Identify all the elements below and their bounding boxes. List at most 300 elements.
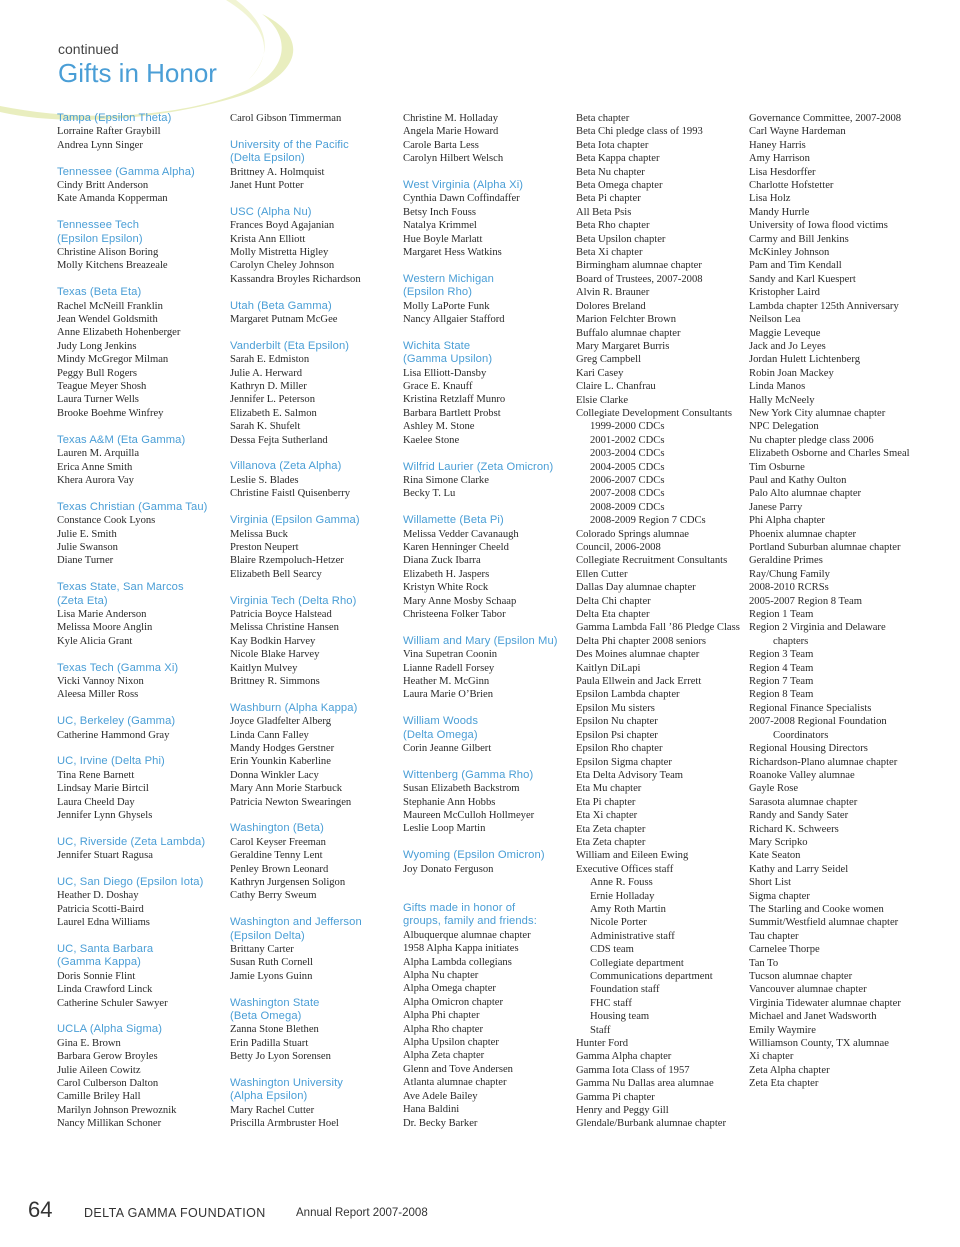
honoree-entry: Ave Adele Bailey [403, 1090, 478, 1102]
honoree-entry: Jennifer Stuart Ragusa [57, 850, 153, 862]
honoree-entry: Cathy Berry Sweum [230, 890, 317, 902]
honoree-entry: Molly Mistretta Higley [230, 247, 329, 259]
honoree-entry: Nancy Allgaier Stafford [403, 314, 505, 326]
honoree-entry: Hue Boyle Marlatt [403, 233, 483, 245]
honoree-entry: Mary Margaret Burris [576, 340, 670, 352]
honoree-entry: Epsilon Lambda chapter [576, 689, 680, 701]
honoree-entry: 2008-2009 Region 7 CDCs [590, 515, 706, 527]
honoree-entry: Dr. Becky Barker [403, 1117, 478, 1129]
honoree-entry: Laurel Edna Williams [57, 917, 150, 929]
honoree-entry: chapters [773, 635, 809, 647]
honoree-entry: Region 4 Team [749, 662, 814, 674]
honoree-entry: Epsilon Sigma chapter [576, 756, 672, 768]
section-heading: William and Mary (Epsilon Mu) [403, 634, 558, 647]
honoree-entry: Stephanie Ann Hobbs [403, 796, 496, 808]
honoree-entry: Janet Hunt Potter [230, 180, 304, 192]
honoree-entry: Dallas Day alumnae chapter [576, 582, 696, 594]
honoree-entry: Kaelee Stone [403, 434, 460, 446]
honoree-entry: Tucson alumnae chapter [749, 971, 853, 982]
honoree-entry: Alpha Lambda collegians [403, 956, 512, 968]
honoree-entry: Betty Jo Lyon Sorensen [230, 1051, 331, 1063]
honoree-entry: NPC Delegation [749, 421, 819, 433]
honoree-entry: Xi chapter [749, 1051, 794, 1063]
honoree-entry: Region 2 Virginia and Delaware [749, 622, 886, 634]
honoree-entry: FHC staff [590, 997, 632, 1009]
honoree-entry: Kaitlyn Mulvey [230, 662, 298, 674]
honoree-entry: Jean Wendel Goldsmith [57, 314, 158, 326]
honoree-entry: Region 8 Team [749, 689, 814, 701]
honoree-entry: Regional Finance Specialists [749, 702, 872, 714]
honoree-entry: Elizabeth E. Salmon [230, 407, 317, 419]
honoree-entry: Delta Chi chapter [576, 595, 651, 607]
honoree-entry: Kate Seaton [749, 850, 801, 862]
honoree-entry: Charlotte Hofstetter [749, 180, 834, 192]
honoree-entry: Atlanta alumnae chapter [403, 1077, 507, 1089]
honoree-entry: Beta Nu chapter [576, 166, 645, 178]
honoree-entry: Council, 2006-2008 [576, 542, 661, 553]
honoree-entry: Nu chapter pledge class 2006 [749, 434, 874, 446]
honoree-entry: Patricia Newton Swearingen [230, 796, 352, 808]
honoree-entry: Elizabeth Bell Searcy [230, 568, 322, 580]
honoree-entry: Jennifer Lynn Ghysels [57, 809, 153, 821]
honoree-entry: Lianne Radell Forsey [403, 662, 495, 674]
honoree-entry: Karen Henninger Cheeld [403, 541, 509, 553]
section-heading: Washburn (Alpha Kappa) [230, 701, 358, 714]
footer-organization: DELTA GAMMA FOUNDATION [84, 1206, 266, 1220]
section-heading: Wilfrid Laurier (Zeta Omicron) [403, 460, 554, 473]
honoree-entry: Constance Cook Lyons [57, 515, 156, 527]
section-heading: Gifts made in honor of [403, 902, 516, 915]
honoree-entry: CDS team [590, 944, 634, 956]
honoree-entry: Laura Marie O’Brien [403, 689, 494, 701]
section-heading: Villanova (Zeta Alpha) [230, 460, 342, 473]
continued-label: continued [58, 41, 119, 57]
honoree-entry: Carl Wayne Hardeman [749, 126, 846, 138]
honoree-entry: Kyle Alicia Grant [57, 635, 133, 647]
honoree-entry: Carmy and Bill Jenkins [749, 233, 849, 245]
honoree-entry: Amy Roth Martin [590, 903, 666, 915]
honoree-entry: Alpha Omega chapter [403, 983, 496, 995]
column-2 [230, 112, 400, 1131]
section-heading: groups, family and friends: [403, 915, 537, 928]
honoree-entry: Kathryn D. Miller [230, 381, 307, 393]
honoree-entry: Lorraine Rafter Graybill [57, 126, 161, 138]
honoree-entry: Christine M. Holladay [403, 113, 499, 124]
honoree-entry: Beta Pi chapter [576, 193, 641, 205]
honoree-entry: New York City alumnae chapter [749, 407, 886, 419]
honoree-entry: Kaitlyn DiLapi [576, 662, 641, 674]
honoree-entry: Beta Upsilon chapter [576, 233, 666, 245]
honoree-entry: Natalya Krimmel [403, 220, 477, 232]
section-heading: UC, Santa Barbara [57, 943, 154, 955]
honoree-entry: Julie E. Smith [57, 528, 117, 540]
honoree-entry: Beta Iota chapter [576, 139, 649, 151]
honoree-entry: Christeena Folker Tabor [403, 608, 506, 620]
honoree-entry: Birmingham alumnae chapter [576, 260, 702, 272]
honoree-entry: Ellen Cutter [576, 568, 628, 580]
section-heading: (Epsilon Epsilon) [57, 232, 143, 245]
honoree-entry: Gayle Rose [749, 783, 799, 795]
honoree-entry: Carol Culberson Dalton [57, 1078, 159, 1090]
honoree-entry: Geraldine Primes [749, 555, 823, 567]
honoree-entry: Robin Joan Mackey [749, 367, 834, 379]
honoree-entry: Anne Elizabeth Hohenberger [57, 327, 181, 339]
honoree-entry: Carol Keyser Freeman [230, 836, 326, 848]
honoree-entry: Blaire Rzempoluch-Hetzer [230, 555, 344, 567]
honoree-entry: Alpha Zeta chapter [403, 1050, 485, 1062]
honoree-entry: Nicole Porter [590, 917, 647, 929]
honoree-entry: Vancouver alumnae chapter [749, 984, 867, 996]
section-heading: Willamette (Beta Pi) [403, 514, 504, 527]
honoree-entry: Andrea Lynn Singer [57, 139, 143, 151]
honoree-entry: Paul and Kathy Oulton [749, 474, 847, 486]
section-heading: Virginia Tech (Delta Rho) [230, 594, 357, 607]
honoree-entry: Mary Anne Mosby Schaap [403, 595, 517, 607]
honoree-entry: 2007-2008 CDCs [590, 488, 665, 500]
honoree-entry: 2004-2005 CDCs [590, 461, 665, 473]
honoree-entry: Elizabeth H. Jaspers [403, 568, 490, 580]
honoree-entry: Brittany Carter [230, 944, 294, 956]
honoree-entry: Aleesa Miller Ross [57, 689, 139, 701]
honoree-entry: Kathy and Larry Seidel [749, 863, 849, 875]
section-heading: UC, Berkeley (Gamma) [57, 715, 176, 728]
honoree-entry: Michael and Janet Wadsworth [749, 1011, 877, 1023]
honoree-entry: Haney Harris [749, 139, 806, 151]
section-heading: (Delta Epsilon) [230, 152, 305, 165]
honoree-entry: Executive Offices staff [576, 863, 674, 875]
honoree-entry: Frances Boyd Agajanian [230, 220, 335, 232]
honoree-entry: Alpha Rho chapter [403, 1023, 484, 1035]
honoree-entry: Colorado Springs alumnae [576, 528, 689, 540]
page-title: Gifts in Honor [58, 58, 217, 88]
honoree-entry: Collegiate Development Consultants [576, 407, 732, 419]
section-heading: Utah (Beta Gamma) [230, 299, 332, 312]
honoree-entry: Teague Meyer Shosh [57, 381, 147, 393]
section-heading: Western Michigan [403, 272, 494, 285]
section-heading: Wyoming (Epsilon Omicron) [403, 849, 545, 862]
honoree-entry: Brittney A. Holmquist [230, 166, 325, 178]
honoree-entry: Tau chapter [749, 930, 799, 942]
honoree-entry: Kate Amanda Kopperman [57, 193, 168, 205]
honoree-entry: Lambda chapter 125th Anniversary [749, 300, 899, 312]
honoree-entry: Sarasota alumnae chapter [749, 796, 858, 808]
honoree-entry: Phi Alpha chapter [749, 515, 825, 527]
honoree-entry: Susan Ruth Cornell [230, 957, 313, 969]
honoree-entry: Elizabeth Osborne and Charles Smeal [749, 448, 910, 460]
honoree-entry: Catherine Schuler Sawyer [57, 997, 168, 1009]
honoree-entry: Lauren M. Arquilla [57, 448, 140, 460]
honoree-entry: Eta Pi chapter [576, 796, 636, 808]
honoree-entry: Laura Cheeld Day [57, 796, 135, 808]
honoree-entry: Carole Barta Less [403, 139, 479, 151]
section-heading: William Woods [403, 715, 479, 728]
section-heading: Tampa (Epsilon Theta) [57, 112, 172, 124]
honoree-entry: Lisa Marie Anderson [57, 608, 147, 620]
honoree-entry: 1958 Alpha Kappa initiates [403, 943, 519, 955]
honoree-entry: Hally McNeely [749, 394, 815, 406]
honoree-entry: Cynthia Dawn Coffindaffer [403, 193, 520, 205]
honoree-entry: Gamma Lambda Fall ’86 Pledge Class [576, 622, 740, 634]
honoree-entry: Erin Padilla Stuart [230, 1037, 309, 1049]
honoree-entry: Linda Crawford Linck [57, 984, 153, 996]
honoree-entry: Mandy Hodges Gerstner [230, 742, 335, 754]
honoree-entry: Collegiate department [590, 957, 684, 969]
honoree-entry: 2008-2009 CDCs [590, 501, 665, 513]
honoree-entry: Alpha Phi chapter [403, 1010, 480, 1022]
honoree-entry: Heather D. Doshay [57, 890, 139, 902]
honoree-entry: Glendale/Burbank alumnae chapter [576, 1118, 727, 1130]
honoree-entry: Heather M. McGinn [403, 675, 490, 687]
section-heading: Texas Christian (Gamma Tau) [57, 500, 208, 513]
honoree-entry: Patricia Boyce Halstead [230, 608, 332, 620]
honoree-entry: Carolyn Cheley Johnson [230, 260, 335, 272]
honoree-entry: Region 3 Team [749, 649, 814, 661]
honoree-entry: Priscilla Armbruster Hoel [230, 1118, 339, 1130]
honoree-entry: Julie A. Herward [230, 367, 303, 379]
honoree-entry: Paula Ellwein and Jack Errett [576, 676, 702, 688]
footer-report-title: Annual Report 2007-2008 [296, 1207, 428, 1219]
honoree-entry: Julie Swanson [57, 541, 118, 553]
column-1 [57, 112, 227, 1131]
page-number: 64 [28, 1197, 53, 1222]
honoree-entry: Melissa Christine Hansen [230, 622, 339, 634]
honoree-entry: Barbara Gerow Broyles [57, 1051, 158, 1063]
honoree-entry: Lisa Elliott-Dansby [403, 367, 487, 379]
honoree-entry: Janese Parry [749, 501, 803, 513]
honoree-entry: Jamie Lyons Guinn [230, 970, 313, 982]
honoree-entry: Hunter Ford [576, 1038, 629, 1050]
honoree-entry: Beta Omega chapter [576, 180, 663, 192]
section-heading: Wittenberg (Gamma Rho) [403, 768, 534, 781]
honoree-entry: Grace E. Knauff [403, 381, 473, 393]
honoree-entry: Kari Casey [576, 367, 624, 379]
honoree-entry: Mindy McGregor Milman [57, 354, 169, 366]
honoree-entry: Foundation staff [590, 984, 660, 996]
honoree-entry: Hana Baldini [403, 1104, 460, 1116]
section-heading: (Epsilon Delta) [230, 929, 305, 942]
honoree-entry: Betsy Inch Fouss [403, 206, 476, 218]
section-heading: UCLA (Alpha Sigma) [57, 1023, 163, 1036]
honoree-entry: Staff [590, 1024, 611, 1036]
honoree-entry: Summit/Westfield alumnae chapter [749, 917, 899, 929]
honoree-entry: Jordan Hulett Lichtenberg [749, 354, 861, 366]
section-heading: Washington State [230, 996, 320, 1009]
honoree-entry: Kassandra Broyles Richardson [230, 273, 361, 285]
section-heading: (Gamma Upsilon) [403, 353, 493, 366]
honoree-entry: Zeta Alpha chapter [749, 1064, 830, 1076]
honoree-entry: Christine Alison Boring [57, 247, 159, 259]
honoree-entry: Eta Mu chapter [576, 783, 642, 795]
honoree-entry: Erica Anne Smith [57, 461, 133, 473]
honoree-entry: Ashley M. Stone [403, 421, 475, 433]
honoree-entry: Amy Harrison [749, 153, 810, 165]
honoree-entry: Kathryn Jurgensen Soligon [230, 877, 346, 889]
honoree-entry: Barbara Bartlett Probst [403, 407, 501, 419]
honoree-entry: Alpha Upsilon chapter [403, 1037, 499, 1049]
honoree-entry: Ray/Chung Family [749, 568, 830, 580]
honoree-entry: Kristyn White Rock [403, 582, 489, 594]
section-heading: Washington and Jefferson [230, 916, 362, 929]
honoree-entry: Patricia Scotti-Baird [57, 903, 144, 915]
honoree-entry: Mary Scripko [749, 836, 808, 848]
honoree-entry: Nicole Blake Harvey [230, 649, 320, 661]
honoree-entry: Linda Manos [749, 381, 806, 393]
honoree-entry: Christine Faistl Quisenberry [230, 488, 351, 500]
honoree-entry: Zanna Stone Blethen [230, 1024, 319, 1036]
honoree-entry: Laura Turner Wells [57, 394, 139, 406]
honoree-entry: All Beta Psis [576, 206, 632, 218]
honoree-entry: Eta Zeta chapter [576, 823, 646, 835]
honoree-entry: Dolores Breland [576, 300, 646, 312]
honoree-entry: Geraldine Tenny Lent [230, 850, 323, 862]
column-5 [749, 112, 919, 1091]
honoree-entry: Des Moines alumnae chapter [576, 649, 700, 661]
honoree-entry: Pam and Tim Kendall [749, 260, 842, 272]
honoree-entry: Melissa Vedder Cavanaugh [403, 528, 519, 540]
honoree-entry: Richardson-Plano alumnae chapter [749, 756, 898, 768]
section-heading: USC (Alpha Nu) [230, 205, 312, 218]
honoree-entry: Preston Neupert [230, 541, 299, 553]
honoree-entry: Maureen McCulloh Hollmeyer [403, 810, 535, 821]
section-heading: (Gamma Kappa) [57, 956, 141, 969]
honoree-entry: Leslie Loop Martin [403, 823, 486, 835]
honoree-entry: Short List [749, 877, 792, 889]
honoree-entry: Gamma Alpha chapter [576, 1051, 672, 1063]
honoree-entry: Coordinators [773, 729, 829, 741]
honoree-entry: 1999-2000 CDCs [590, 421, 665, 433]
honoree-entry: Margaret Hess Watkins [403, 247, 502, 259]
section-heading: (Alpha Epsilon) [230, 1090, 308, 1103]
honoree-entry: Joy Donato Ferguson [403, 863, 494, 875]
honoree-entry: Peggy Bull Rogers [57, 367, 138, 379]
honoree-entry: Tim Osburne [749, 461, 805, 473]
honoree-entry: Beta chapter [576, 113, 630, 124]
section-heading: (Beta Omega) [230, 1010, 302, 1023]
honoree-entry: McKinley Johnson [749, 247, 830, 259]
honoree-entry: Lisa Hesdorffer [749, 166, 816, 178]
honoree-entry: Donna Winkler Lacy [230, 769, 319, 781]
column-4 [576, 112, 746, 1131]
honoree-entry: Randy and Sandy Sater [749, 810, 849, 822]
honoree-entry: Emily Waymire [749, 1024, 816, 1036]
honoree-entry: William and Eileen Ewing [576, 850, 689, 862]
honoree-entry: Linda Cann Falley [230, 729, 309, 741]
honoree-entry: Margaret Putnam McGee [230, 314, 338, 326]
honoree-entry: Marilyn Johnson Prewoznik [57, 1104, 177, 1116]
section-heading: Texas Tech (Gamma Xi) [57, 661, 179, 674]
honoree-entry: Melissa Buck [230, 528, 288, 540]
section-heading: UC, Irvine (Delta Phi) [57, 755, 165, 768]
honoree-entry: Sigma chapter [749, 890, 810, 902]
section-heading: UC, Riverside (Zeta Lambda) [57, 835, 206, 848]
honoree-entry: Mary Rachel Cutter [230, 1104, 315, 1116]
honoree-entry: Jennifer L. Peterson [230, 394, 316, 406]
honoree-entry: Nancy Millikan Schoner [57, 1118, 162, 1130]
section-heading: West Virginia (Alpha Xi) [403, 179, 524, 192]
honoree-entry: Khera Aurora Vay [57, 474, 134, 486]
honoree-entry: Beta Xi chapter [576, 247, 643, 259]
honoree-entry: Marion Felchter Brown [576, 314, 677, 326]
honoree-entry: Catherine Hammond Gray [57, 729, 170, 741]
honoree-entry: Neilson Lea [749, 314, 801, 326]
honoree-entry: Carolyn Hilbert Welsch [403, 153, 504, 165]
honoree-entry: Erin Younkin Kaberline [230, 756, 331, 768]
honoree-entry: Doris Sonnie Flint [57, 970, 136, 982]
honoree-entry: Gamma Nu Dallas area alumnae [576, 1078, 714, 1090]
honoree-entry: Governance Committee, 2007-2008 [749, 113, 902, 124]
honoree-entry: Portland Suburban alumnae chapter [749, 542, 901, 553]
honoree-entry: Regional Housing Directors [749, 743, 868, 755]
section-heading: (Epsilon Rho) [403, 286, 473, 299]
honoree-entry: Beta Chi pledge class of 1993 [576, 126, 703, 138]
section-heading: (Delta Omega) [403, 728, 478, 741]
honoree-entry: Virginia Tidewater alumnae chapter [749, 997, 901, 1009]
section-heading: Washington (Beta) [230, 822, 324, 835]
honoree-entry: Mandy Hurrle [749, 206, 810, 218]
section-heading: Washington University [230, 1077, 343, 1090]
honoree-entry: Alpha Nu chapter [403, 970, 479, 982]
honoree-entry: Diana Zuck Ibarra [403, 555, 481, 567]
honoree-entry: Mary Ann Morie Starbuck [230, 783, 343, 795]
honoree-entry: Angela Marie Howard [403, 126, 499, 138]
honoree-entry: Corin Jeanne Gilbert [403, 742, 492, 754]
honoree-entry: Region 7 Team [749, 676, 814, 688]
honoree-entry: Beta Rho chapter [576, 220, 650, 232]
honoree-entry: Lindsay Marie Birtcil [57, 783, 149, 795]
honoree-entry: Molly LaPorte Funk [403, 300, 490, 312]
honoree-entry: Epsilon Psi chapter [576, 729, 658, 741]
honoree-entry: Penley Brown Leonard [230, 863, 329, 875]
honoree-entry: Eta Xi chapter [576, 810, 638, 822]
section-heading: Texas State, San Marcos [57, 581, 184, 594]
honoree-entry: 2003-2004 CDCs [590, 448, 665, 460]
honoree-entry: Lisa Holz [749, 193, 791, 205]
honoree-entry: Anne R. Fouss [590, 877, 653, 889]
honoree-entry: 2008-2010 RCRSs [749, 582, 829, 594]
honoree-entry: Epsilon Rho chapter [576, 743, 663, 755]
honoree-entry: 2001-2002 CDCs [590, 434, 665, 446]
honoree-entry: Kristopher Laird [749, 287, 820, 299]
section-heading: Texas (Beta Eta) [57, 286, 142, 299]
honoree-entry: Joyce Gladfelter Alberg [230, 716, 331, 728]
honoree-entry: Gamma Pi chapter [576, 1091, 655, 1103]
honoree-entry: Zeta Eta chapter [749, 1078, 819, 1090]
honoree-entry: The Starling and Cooke women [749, 903, 884, 915]
honoree-entry: Housing team [590, 1011, 650, 1023]
honoree-entry: Greg Campbell [576, 354, 642, 366]
honoree-entry: Albuquerque alumnae chapter [403, 929, 531, 941]
honoree-entry: Buffalo alumnae chapter [576, 327, 681, 339]
honoree-entry: University of Iowa flood victims [749, 220, 888, 232]
honoree-entry: Delta Eta chapter [576, 609, 650, 621]
honoree-entry: Carol Gibson Timmerman [230, 113, 342, 124]
honoree-entry: Roanoke Valley alumnae [749, 769, 855, 781]
honoree-entry: Molly Kitchens Breazeale [57, 260, 168, 272]
honoree-entry: Board of Trustees, 2007-2008 [576, 273, 703, 285]
honoree-entry: Tina Rene Barnett [57, 769, 135, 781]
honoree-entry: Cindy Britt Anderson [57, 180, 149, 192]
honoree-entry: Rachel McNeill Franklin [57, 300, 163, 312]
honoree-entry: Kristina Retzlaff Munro [403, 394, 506, 406]
honoree-entry: Jack and Jo Leyes [749, 340, 826, 352]
honoree-entry: Ernie Holladay [590, 890, 655, 902]
honoree-entry: Elsie Clarke [576, 394, 629, 406]
honoree-entry: Becky T. Lu [403, 488, 456, 500]
section-heading: Tennessee Tech [57, 219, 140, 232]
honoree-entry: Richard K. Schweers [749, 823, 839, 835]
honoree-entry: Gina E. Brown [57, 1037, 121, 1049]
honoree-entry: Sarah E. Edmiston [230, 354, 310, 366]
